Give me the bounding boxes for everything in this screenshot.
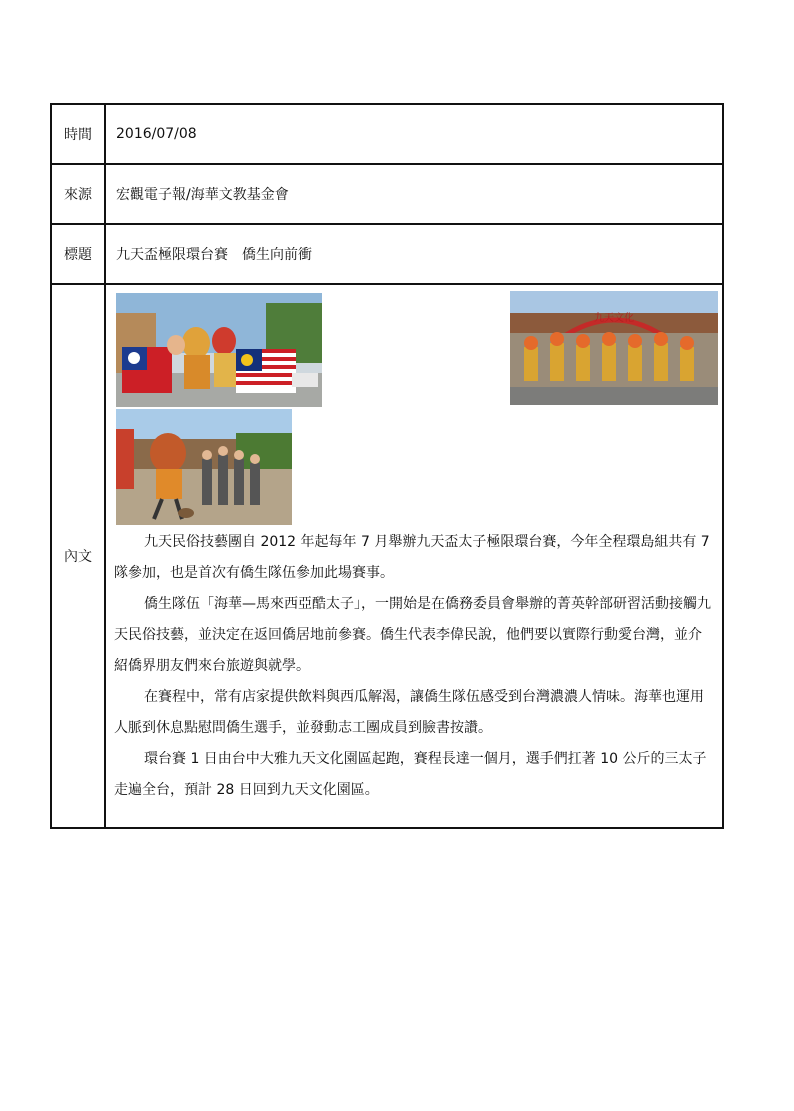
row-title [51,224,723,284]
news-record-table [50,103,724,829]
paragraph-4: 環台賽 1 日由台中大雅九天文化園區起跑，賽程長達一個月，選手們扛著 10 公斤的三太子走遍全台，預計 28 日回到九天文化園區。 [114,751,707,798]
source-label: 來源 [51,164,105,224]
article-body [114,527,714,806]
photo-gallery [114,291,714,527]
photo-crowd-performance [116,409,292,525]
photo-banner-text: 九天文化 [594,313,634,324]
row-time [51,104,723,164]
time-label: 時間 [51,104,105,164]
time-value: 2016/07/08 [105,104,723,164]
photo-flags-performers [116,293,322,407]
title-label: 標題 [51,224,105,284]
title-value: 九天盃極限環台賽 僑生向前衝 [105,224,723,284]
paragraph-2: 僑生隊伍「海華—馬來西亞酷太子」，一開始是在僑務委員會舉辦的菁英幹部研習活動接觸九天民俗技藝，並決定在返回僑居地前參賽。僑生代表李偉民說，他們要以實際行動愛台灣，並介紹僑界朋友們來台旅遊與就學。 [114,596,711,674]
content-label: 內文 [51,284,105,828]
paragraph-3: 在賽程中，常有店家提供飲料與西瓜解渴，讓僑生隊伍感受到台灣濃濃人情味。海華也運用人脈到休息點慰問僑生選手，並發動志工團成員到臉書按讚。 [114,689,704,736]
row-content [51,284,723,828]
source-value: 宏觀電子報/海華文教基金會 [105,164,723,224]
paragraph-1: 九天民俗技藝團自 2012 年起每年 7 月舉辦九天盃太子極限環台賽，今年全程環島組共有 7 隊參加，也是首次有僑生隊伍參加此場賽事。 [114,534,710,581]
row-source [51,164,723,224]
content-cell [105,284,723,828]
photo-team-lineup [510,291,718,405]
